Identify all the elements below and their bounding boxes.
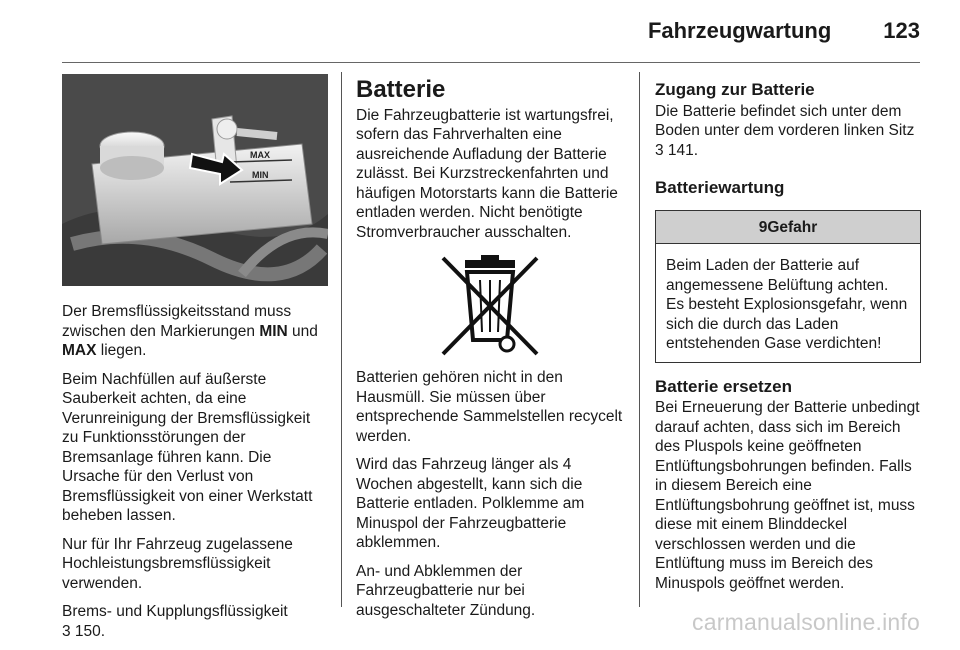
min-mark: MIN <box>259 322 288 340</box>
text: und <box>287 322 318 340</box>
brake-fluid-reservoir-photo <box>62 74 328 286</box>
paragraph-fluid-reference <box>62 602 330 641</box>
crossed-bin-icon <box>435 254 545 358</box>
paragraph-maintenance-free: Die Fahrzeugbatterie ist wartungsfrei, sofern das Fahrverhalten eine ausreichende Aufladung der Batterie zulässt. Bei Kurzstreckenfahrten und häufigen Motorstarts kann die Batterie entladen werden. Nicht benötigte Stromverbraucher ausschalten. <box>356 106 618 241</box>
max-label: MAX <box>250 150 270 160</box>
access-heading: Zugang zur Batterie <box>655 80 815 99</box>
text: liegen. <box>96 342 147 359</box>
paragraph-level <box>62 302 330 361</box>
column-1 <box>62 74 330 650</box>
warning-text: Beim Laden der Batterie auf angemessene Belüftung achten. Es besteht Explosionsgefahr, wenn sich die durch das Laden entstehenden Gase verdichten! <box>666 257 908 352</box>
page-header <box>648 18 920 44</box>
warning-triangle-icon: 9 <box>758 218 768 236</box>
column-divider-1 <box>341 72 342 607</box>
max-mark: MAX <box>62 342 97 359</box>
text: Der Bremsflüssigkeitsstand muss zwischen den Markierungen <box>62 303 292 340</box>
min-label: MIN <box>252 170 269 180</box>
warning-header <box>656 211 920 245</box>
paragraph-storage: Wird das Fahrzeug länger als 4 Wochen abgestellt, kann sich die Batterie entladen. Polklemme am Minuspol der Fahrzeugbatterie abklemmen. <box>356 456 585 551</box>
reservoir-illustration <box>62 74 328 286</box>
paragraph-ignition: An- und Abklemmen der Fahrzeugbatterie nur bei ausgeschalteter Zündung. <box>356 562 536 619</box>
paragraph-cleanliness: Beim Nachfüllen auf äußerste Sauberkeit achten, da eine Verunreinigung der Bremsflüssigkeit zu Funktionsstörungen der Bremsanlage führen kann. Die Ursache für den Verlust von Bremsflüssigkeit von einer Werkstatt beheben lassen. <box>62 370 313 524</box>
column-2 <box>356 74 624 629</box>
column-divider-2 <box>639 72 640 607</box>
paragraph-replace: Bei Erneuerung der Batterie unbedingt darauf achten, dass sich im Bereich des Pluspols keine geöffneten Entlüftungsbohrungen befinden. Falls in diesem Bereich eine Entlüftungsbohrung geöffnet ist, muss diese mit einem Blinddeckel verschlossen werden und die Entlüftung muss im Bereich des Minuspols geöffnet werden. <box>655 399 920 592</box>
page-reference-link[interactable]: 3 141. <box>655 141 699 159</box>
page-number: 123 <box>883 18 920 43</box>
section-title: Fahrzeugwartung <box>647 18 832 43</box>
page-reference-link[interactable]: 3 150. <box>62 622 106 640</box>
battery-heading: Batterie <box>356 76 446 103</box>
maintenance-heading: Batteriewartung <box>655 178 785 197</box>
warning-box <box>655 210 921 363</box>
paragraph-approved-fluid: Nur für Ihr Fahrzeug zugelassene Hochleistungsbremsflüssigkeit verwenden. <box>62 535 293 592</box>
header-rule <box>62 62 920 63</box>
paragraph-access <box>655 102 921 161</box>
watermark: carmanualsonline.info <box>692 609 920 635</box>
paragraph-disposal: Batterien gehören nicht in den Hausmüll. Sie müssen über entsprechende Sammelstellen recycelt werden. <box>356 369 623 445</box>
text: Brems- und Kupplungsflüssigkeit <box>62 603 288 620</box>
replace-heading: Batterie ersetzen <box>655 376 793 396</box>
column-3 <box>655 74 921 602</box>
warning-title: Gefahr <box>767 218 818 236</box>
text: Die Batterie befindet sich unter dem Boden unter dem vorderen linken Sitz <box>655 102 915 139</box>
